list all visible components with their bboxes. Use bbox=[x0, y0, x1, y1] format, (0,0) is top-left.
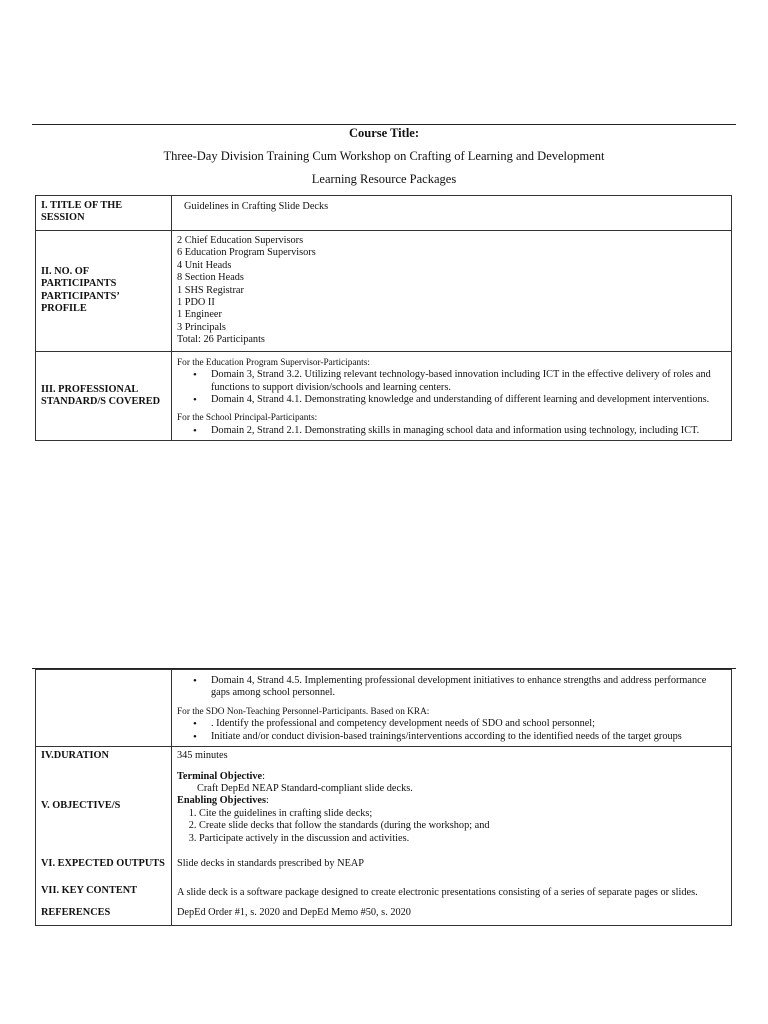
duration-label: IV.DURATION bbox=[36, 747, 172, 765]
participants-label: II. NO. OF PARTICIPANTS PARTICIPANTS’ PROFILE bbox=[36, 231, 172, 352]
list-item: 2. Create slide decks that follow the standards (during the workshop; and bbox=[199, 820, 726, 832]
sp-heading: For the School Principal-Participants: bbox=[177, 413, 318, 424]
table-row bbox=[36, 231, 732, 352]
references-value: DepEd Order #1, s. 2020 and DepEd Memo #50, s. 2020 bbox=[172, 901, 732, 925]
outputs-value: Slide decks in standards prescribed by NEAP bbox=[172, 847, 732, 881]
enabling-objectives-heading: Enabling Objectives: bbox=[177, 795, 269, 807]
continued-standards-value bbox=[172, 670, 732, 747]
list-item: • Domain 2, Strand 2.1. Demonstrating skills in managing school data and information using technology, including ICT. bbox=[211, 425, 726, 437]
table-row bbox=[36, 901, 732, 925]
objectives-label: V. OBJECTIVE/S bbox=[36, 765, 172, 847]
table-row bbox=[36, 351, 732, 441]
table-row bbox=[36, 670, 732, 747]
participant-line: 6 Education Program Supervisors bbox=[177, 247, 316, 259]
enabling-objectives-list bbox=[177, 808, 726, 845]
list-item: • Domain 3, Strand 3.2. Utilizing relevant technology-based innovation including ICT in the effective delivery of roles and functions to support division/schools and learning centers. bbox=[211, 369, 726, 394]
participant-total: Total: 26 Participants bbox=[177, 334, 265, 346]
participant-line: 3 Principals bbox=[177, 321, 226, 333]
sdo-heading: For the SDO Non-Teaching Personnel-Participants. Based on KRA: bbox=[177, 706, 430, 717]
session-title-label: I. TITLE OF THE SESSION bbox=[36, 196, 172, 231]
eps-heading: For the Education Program Supervisor-Participants: bbox=[177, 357, 370, 368]
standards-label: III. PROFESSIONAL STANDARD/S COVERED bbox=[36, 351, 172, 441]
participant-line: 1 PDO II bbox=[177, 297, 215, 309]
participant-line: 8 Section Heads bbox=[177, 272, 244, 284]
session-table-part-1 bbox=[35, 195, 732, 441]
terminal-objective-heading: Terminal Objective: bbox=[177, 770, 265, 782]
references-label: REFERENCES bbox=[36, 901, 172, 925]
session-table-part-2 bbox=[35, 669, 732, 926]
list-item: 1. Cite the guidelines in crafting slide decks; bbox=[199, 808, 726, 820]
sdo-list bbox=[177, 718, 726, 743]
session-title-value: Guidelines in Crafting Slide Decks bbox=[172, 196, 732, 231]
table-row bbox=[36, 747, 732, 765]
top-rule bbox=[32, 124, 736, 125]
list-item: 3. Participate actively in the discussion and activities. bbox=[199, 833, 726, 845]
objectives-value bbox=[172, 765, 732, 847]
standards-value bbox=[172, 351, 732, 441]
key-content-label: VII. KEY CONTENT bbox=[36, 881, 172, 901]
participant-line: 1 SHS Registrar bbox=[177, 284, 244, 296]
table-row bbox=[36, 196, 732, 231]
outputs-label: VI. EXPECTED OUTPUTS bbox=[36, 847, 172, 881]
participants-value bbox=[172, 231, 732, 352]
table-row bbox=[36, 765, 732, 847]
course-title-line-2: Learning Resource Packages bbox=[311, 172, 457, 186]
eps-list-continued bbox=[177, 675, 726, 700]
list-item: • Domain 4, Strand 4.5. Implementing professional development initiatives to enhance strengths and address performance gaps among school personnel. bbox=[211, 675, 726, 700]
eps-list bbox=[177, 369, 726, 406]
duration-value: 345 minutes bbox=[172, 747, 732, 765]
table-row bbox=[36, 881, 732, 901]
continued-label-cell bbox=[36, 670, 172, 747]
sp-list bbox=[177, 425, 726, 437]
key-content-value: A slide deck is a software package designed to create electronic presentations consisting of a series of separate pages or slides. bbox=[172, 881, 732, 901]
list-item: • . Identify the professional and competency development needs of SDO and school personnel; bbox=[211, 718, 726, 730]
participant-line: 4 Unit Heads bbox=[177, 259, 232, 271]
course-title-line-1: Three-Day Division Training Cum Workshop on Crafting of Learning and Development bbox=[163, 149, 605, 163]
table-row bbox=[36, 847, 732, 881]
participant-line: 1 Engineer bbox=[177, 309, 222, 321]
participant-line: 2 Chief Education Supervisors bbox=[177, 235, 304, 246]
course-title-label: Course Title: bbox=[348, 126, 420, 140]
terminal-objective-text: Craft DepEd NEAP Standard-compliant slide decks. bbox=[197, 782, 413, 794]
list-item: • Domain 4, Strand 4.1. Demonstrating knowledge and understanding of different learning and development interventions. bbox=[211, 394, 726, 406]
list-item: • Initiate and/or conduct division-based trainings/interventions according to the identified needs of the target groups bbox=[211, 731, 726, 743]
